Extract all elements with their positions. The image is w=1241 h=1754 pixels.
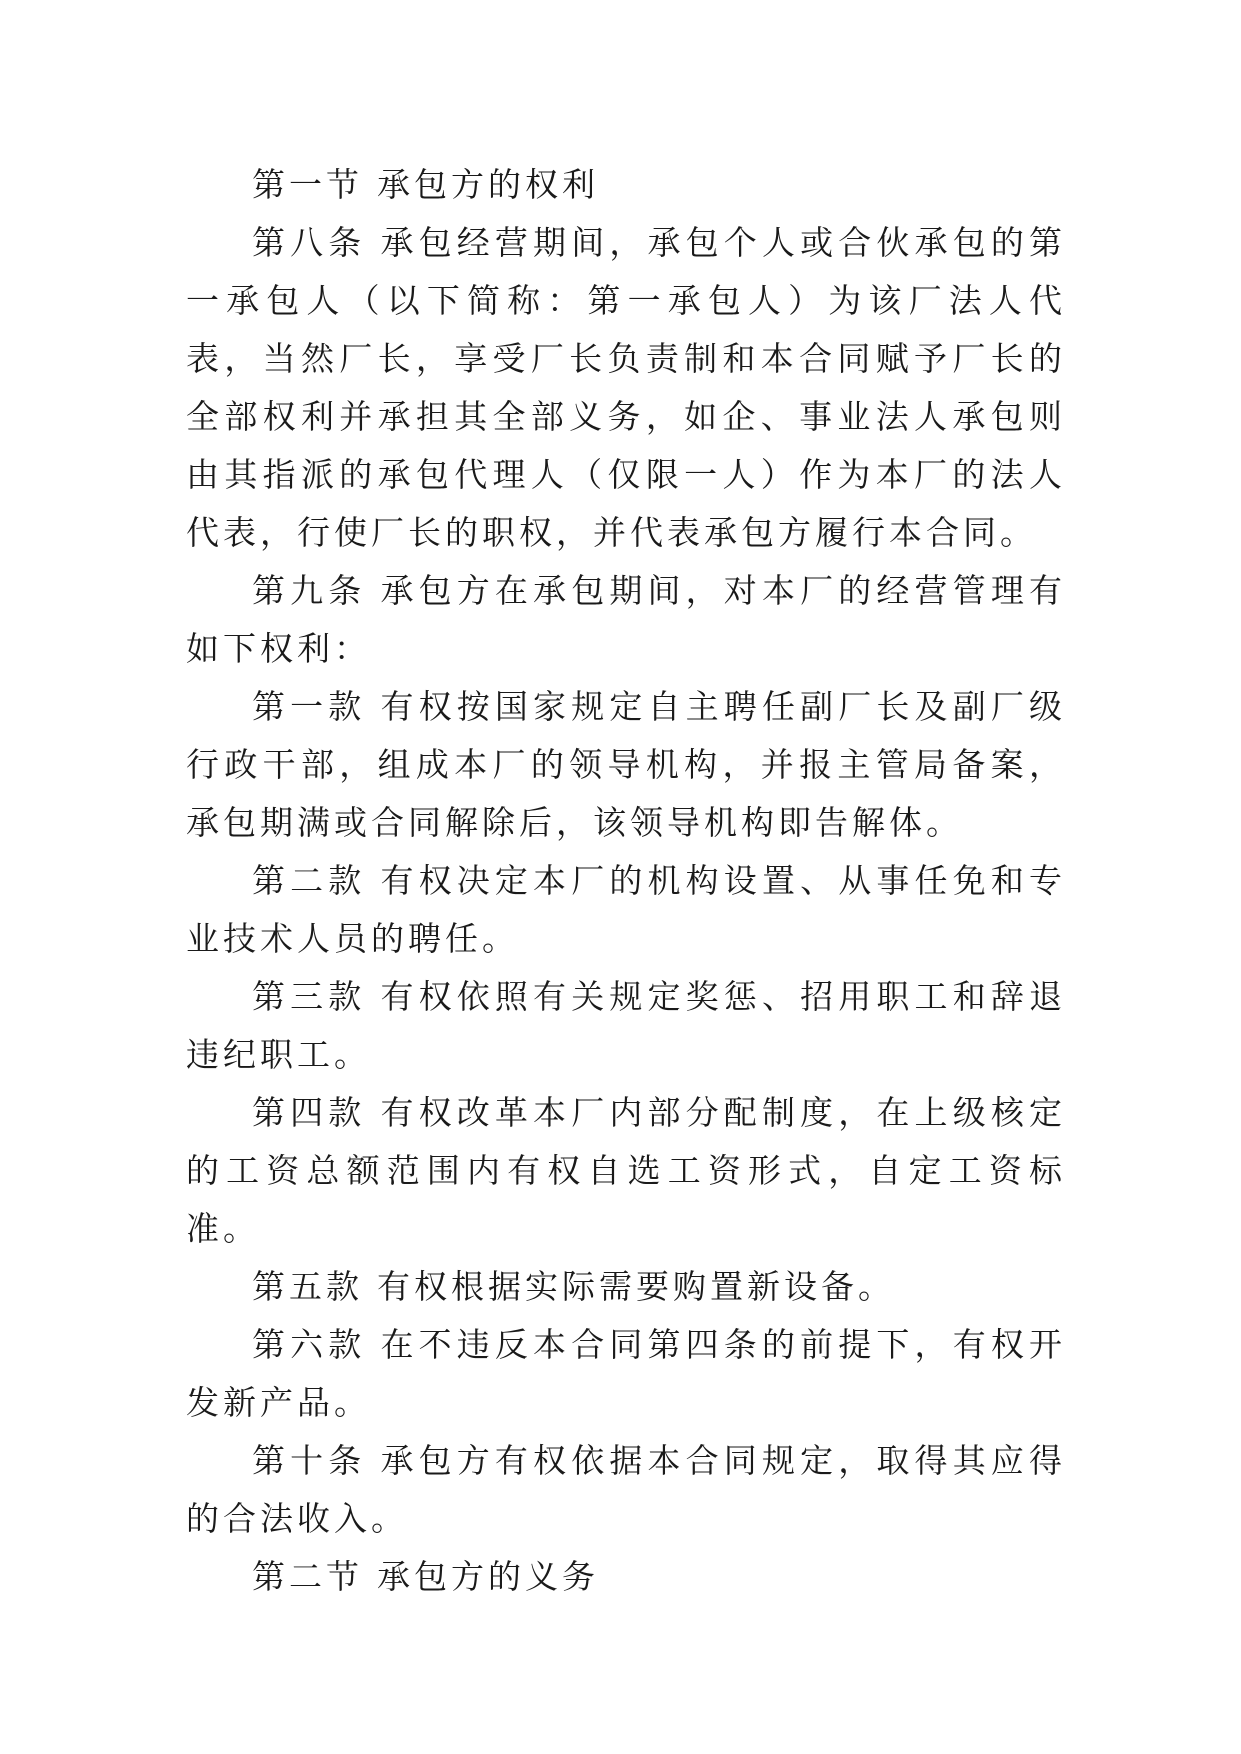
- clause-label: 第六款: [252, 1325, 367, 1364]
- clause-text: 有权根据实际需要购置新设备。: [377, 1267, 895, 1306]
- clause-label: 第二款: [252, 861, 367, 900]
- document-body: [186, 156, 1066, 1606]
- clause-text: 有权决定本厂的机构设置、从事任免和专业技术人员的聘任。: [186, 861, 1067, 958]
- section-heading: [186, 156, 1066, 214]
- article-label: 第八条: [252, 223, 367, 262]
- article-text: 承包经营期间，承包个人或合伙承包的第一承包人（以下简称：第一承包人）为该厂法人代表，当然厂长，享受厂长负责制和本合同赋予厂长的全部权利并承担其全部义务，如企、事业法人承包则由其指派的承包代理人（仅限一人）作为本厂的法人代表，行使厂长的职权，并代表承包方履行本合同。: [186, 223, 1067, 552]
- clause-paragraph: [186, 1084, 1066, 1258]
- article-text: 承包方在承包期间，对本厂的经营管理有如下权利：: [186, 571, 1067, 668]
- section-label: 第二节: [252, 1557, 363, 1596]
- article-paragraph: [186, 214, 1066, 562]
- article-paragraph: [186, 1432, 1066, 1548]
- article-paragraph: [186, 562, 1066, 678]
- clause-paragraph: [186, 968, 1066, 1084]
- article-label: 第九条: [252, 571, 367, 610]
- clause-paragraph: [186, 1258, 1066, 1316]
- clause-paragraph: [186, 678, 1066, 852]
- clause-label: 第四款: [252, 1093, 367, 1132]
- clause-text: 在不违反本合同第四条的前提下，有权开发新产品。: [186, 1325, 1067, 1422]
- clause-label: 第五款: [252, 1267, 363, 1306]
- article-label: 第十条: [252, 1441, 367, 1480]
- section-title: 承包方的义务: [377, 1557, 599, 1596]
- section-title: 承包方的权利: [377, 165, 599, 204]
- article-text: 承包方有权依据本合同规定，取得其应得的合法收入。: [186, 1441, 1067, 1538]
- clause-label: 第三款: [252, 977, 367, 1016]
- clause-text: 有权按国家规定自主聘任副厂长及副厂级行政干部，组成本厂的领导机构，并报主管局备案，承包期满或合同解除后，该领导机构即告解体。: [186, 687, 1067, 842]
- clause-text: 有权依照有关规定奖惩、招用职工和辞退违纪职工。: [186, 977, 1067, 1074]
- clause-label: 第一款: [252, 687, 367, 726]
- section-heading: [186, 1548, 1066, 1606]
- clause-text: 有权改革本厂内部分配制度，在上级核定的工资总额范围内有权自选工资形式，自定工资标准。: [186, 1093, 1067, 1248]
- clause-paragraph: [186, 1316, 1066, 1432]
- clause-paragraph: [186, 852, 1066, 968]
- section-label: 第一节: [252, 165, 363, 204]
